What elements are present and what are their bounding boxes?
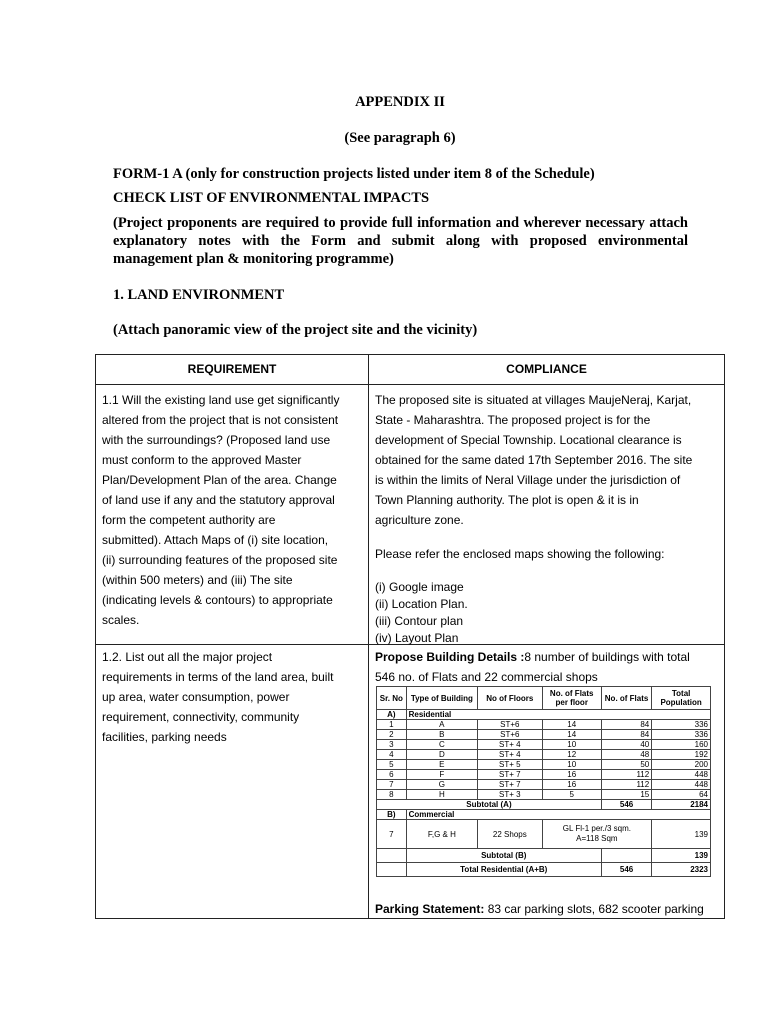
- requirement-header: REQUIREMENT: [187, 362, 277, 376]
- subtotal-b-row: Subtotal (B) 139: [377, 849, 711, 863]
- list-item: (i) Google image: [375, 580, 464, 594]
- commercial-row: 7 F,G & H 22 Shops GL Fl-1 per./3 sqm. A=118 Sqm 139: [377, 820, 711, 849]
- building-details-label: Propose Building Details :: [375, 650, 525, 664]
- header-divider: [96, 384, 724, 385]
- column-divider: [368, 355, 369, 918]
- checklist-title: CHECK LIST OF ENVIRONMENTAL IMPACTS: [113, 190, 430, 206]
- instructions-paragraph: (Project proponents are required to provide full information and wherever necessary attach explanatory notes with the Form and submit along with proposed environmental management plan & monitoring programme): [113, 215, 688, 267]
- see-paragraph-note: (See paragraph 6): [344, 130, 456, 146]
- table-row: 2 B ST+6 14 84 336: [377, 730, 711, 740]
- table-row: 4 D ST+ 4 12 48 192: [377, 750, 711, 760]
- compliance-header: COMPLIANCE: [506, 362, 587, 376]
- table-row: 1 A ST+6 14 84 336: [377, 720, 711, 730]
- table-row: 6 F ST+ 7 16 112 448: [377, 770, 711, 780]
- table-row: 5 E ST+ 5 10 50 200: [377, 760, 711, 770]
- appendix-title: APPENDIX II: [355, 94, 445, 110]
- list-item: (iii) Contour plan: [375, 614, 464, 628]
- list-item: (ii) Location Plan.: [375, 597, 468, 611]
- building-details-table: [376, 686, 711, 896]
- parking-statement: Parking Statement: 83 car parking slots, 682 scooter parking: [375, 902, 704, 916]
- table-row: 8 H ST+ 3 5 15 64: [377, 790, 711, 800]
- requirement-1-2: 1.2. List out all the major project requirements in terms of the land area, built up area, water consumption, power requirement, connectivity, community facilities, parking needs: [102, 650, 334, 744]
- parking-label: Parking Statement:: [375, 902, 485, 916]
- building-details: Propose Building Details :8 number of buildings with total 546 no. of Flats and 22 commercial shops: [375, 650, 690, 684]
- compliance-1-1: The proposed site is situated at villages MaujeNeraj, Karjat, State - Maharashtra. The proposed project is for the development of Special Township. Locational clearance is obtained for the same dated 17th September 2016. The site is within the limits of Neral Village under the jurisdiction of Town Planning authority. The plot is open & it is in agriculture zone.: [375, 393, 693, 527]
- form-title: FORM-1 A (only for construction projects listed under item 8 of the Schedule): [113, 166, 595, 182]
- attach-note: (Attach panoramic view of the project site and the vicinity): [113, 322, 478, 338]
- list-item: (iv) Layout Plan: [375, 631, 459, 645]
- subtotal-a-row: Subtotal (A) 546 2184: [377, 800, 711, 810]
- table-row: 3 C ST+ 4 10 40 160: [377, 740, 711, 750]
- requirement-1-1: 1.1 Will the existing land use get significantly altered from the project that is not consistent with the surroundings? (Proposed land use must conform to the approved Master Plan/Development Plan of the area. Change of land use if any and the statutory approval form the competent authority are submitted). Attach Maps of (i) site location, (ii) surrounding features of the proposed site (within 500 meters) and (iii) The site (indicating levels & contours) to appropriate scales.: [102, 393, 340, 627]
- section-row: B) Commercial: [377, 810, 711, 820]
- section-title: 1. LAND ENVIRONMENT: [113, 287, 285, 303]
- table-header-row: Sr. No Type of Building No of Floors No. of Flats per floor No. of Flats Total Population: [377, 687, 711, 710]
- table-row: 7 G ST+ 7 16 112 448: [377, 780, 711, 790]
- checklist-table: [95, 354, 725, 919]
- maps-intro: Please refer the enclosed maps showing the following:: [375, 547, 665, 561]
- section-row: A) Residential: [377, 710, 711, 720]
- maps-list: [375, 579, 468, 647]
- total-row: Total Residential (A+B) 546 2323: [377, 863, 711, 877]
